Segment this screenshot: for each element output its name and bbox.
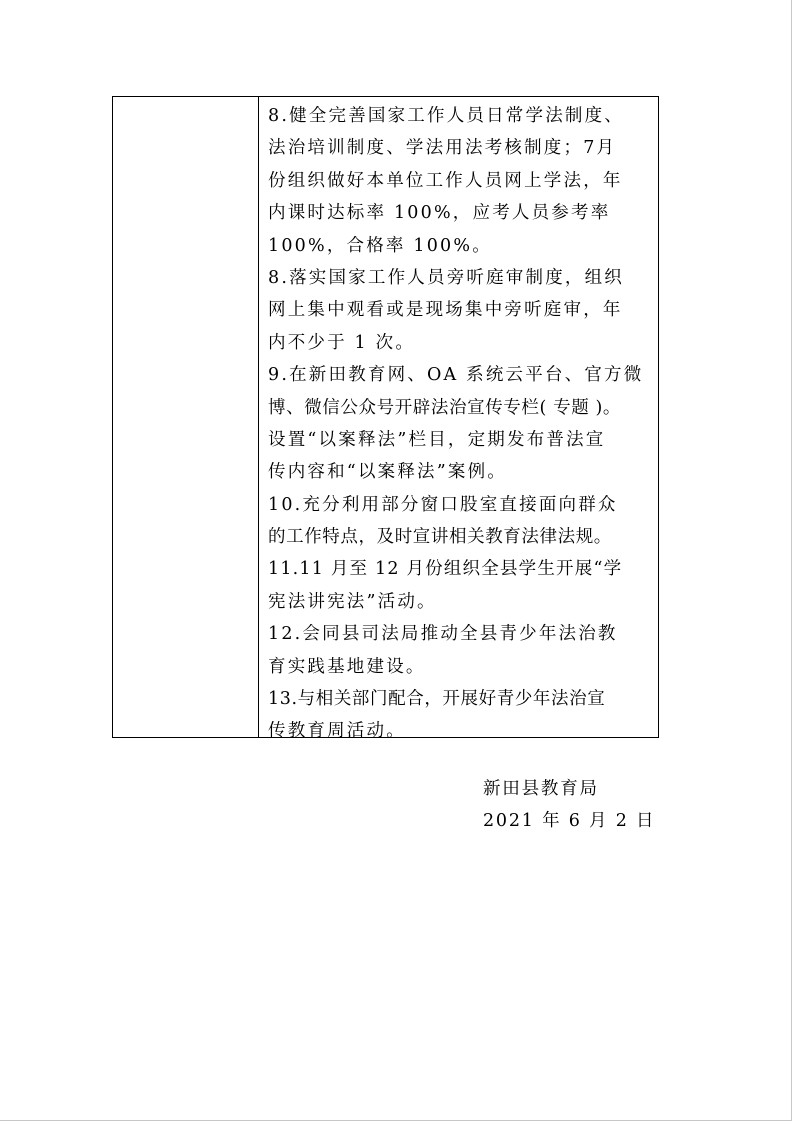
text-line: 传内容和“以案释法”案例。 [268, 462, 507, 483]
text-line: 100%，合格率 100%。 [268, 235, 492, 256]
signature-org: 新田县教育局 [483, 779, 599, 799]
text-line: 8.落实国家工作人员旁听庭审制度，组织 [268, 267, 624, 288]
table-left-cell [113, 97, 259, 737]
signature-date: 2021 年 6 月 2 日 [483, 811, 656, 831]
table-right-cell [259, 97, 658, 742]
text-line: 宪法讲宪法”活动。 [268, 591, 437, 612]
text-line: 育实践基地建设。 [268, 656, 426, 677]
text-line: 法治培训制度、学法用法考核制度；7月 [268, 138, 617, 159]
text-line: 内课时达标率 100%，应考人员参考率 [268, 203, 611, 224]
text-line: 设置“以案释法”栏目，定期发布普法宣 [268, 429, 606, 450]
text-line: 内不少于 1 次。 [268, 332, 416, 353]
text-line: 份组织做好本单位工作人员网上学法，年 [268, 170, 623, 191]
text-line: 10.充分利用部分窗口股室直接面向群众 [268, 494, 618, 515]
text-line: 8.健全完善国家工作人员日常学法制度、 [268, 106, 624, 126]
text-line: 网上集中观看或是现场集中旁听庭审，年 [268, 300, 623, 321]
signature-block [483, 773, 655, 837]
content-table [112, 96, 659, 742]
text-line: 传教育周活动。 [268, 721, 406, 742]
text-line: 12.会同县司法局推动全县青少年法治教 [268, 624, 618, 645]
text-line: 的工作特点，及时宣讲相关教育法律法规。 [268, 527, 612, 548]
text-line: 11.11 月至 12 月份组织全县学生开展“学 [268, 559, 623, 580]
text-line: 13.与相关部门配合，开展好青少年法治宣 [268, 689, 606, 710]
text-line: 9.在新田教育网、OA 系统云平台、官方微 [268, 365, 644, 386]
text-line: 博、微信公众号开辟法治宣传专栏( 专题 )。 [268, 397, 621, 418]
